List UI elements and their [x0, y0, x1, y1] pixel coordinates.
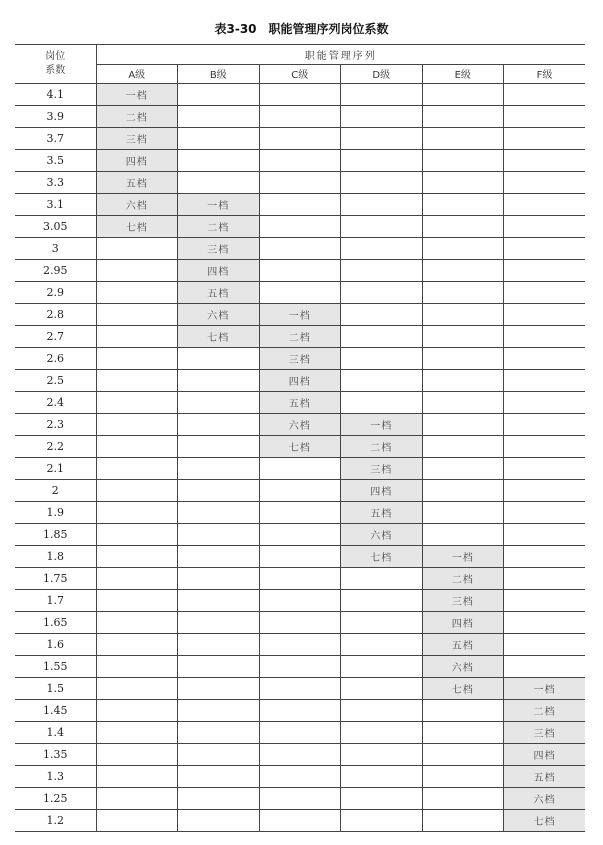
empty-cell: [341, 392, 423, 414]
empty-cell: [178, 678, 260, 700]
empty-cell: [259, 84, 341, 106]
empty-cell: [96, 568, 178, 590]
grade-cell: 四档: [504, 744, 586, 766]
level-header-e: E级: [422, 64, 504, 84]
empty-cell: [341, 722, 423, 744]
coefficient-cell: 1.2: [15, 810, 96, 832]
level-header-a: A级: [96, 64, 178, 84]
grade-cell: 一档: [178, 194, 260, 216]
empty-cell: [504, 612, 586, 634]
empty-cell: [504, 172, 586, 194]
coefficient-cell: 3.7: [15, 128, 96, 150]
grade-cell: 五档: [341, 502, 423, 524]
grade-cell: 五档: [504, 766, 586, 788]
empty-cell: [422, 150, 504, 172]
coefficient-cell: 1.6: [15, 634, 96, 656]
empty-cell: [259, 722, 341, 744]
coefficient-cell: 3.1: [15, 194, 96, 216]
table-row: [15, 238, 585, 260]
coefficient-cell: 1.3: [15, 766, 96, 788]
empty-cell: [422, 414, 504, 436]
empty-cell: [96, 282, 178, 304]
empty-cell: [341, 612, 423, 634]
empty-cell: [422, 744, 504, 766]
empty-cell: [504, 480, 586, 502]
empty-cell: [504, 150, 586, 172]
table-row: [15, 370, 585, 392]
empty-cell: [259, 678, 341, 700]
empty-cell: [96, 304, 178, 326]
table-row: [15, 524, 585, 546]
grade-cell: 七档: [341, 546, 423, 568]
grade-cell: 七档: [259, 436, 341, 458]
empty-cell: [259, 238, 341, 260]
empty-cell: [504, 392, 586, 414]
empty-cell: [504, 590, 586, 612]
empty-cell: [259, 524, 341, 546]
coefficient-cell: 1.8: [15, 546, 96, 568]
empty-cell: [96, 392, 178, 414]
empty-cell: [259, 546, 341, 568]
empty-cell: [96, 744, 178, 766]
empty-cell: [504, 128, 586, 150]
coefficient-cell: 3.5: [15, 150, 96, 172]
empty-cell: [504, 414, 586, 436]
empty-cell: [504, 326, 586, 348]
empty-cell: [96, 678, 178, 700]
empty-cell: [504, 634, 586, 656]
empty-cell: [178, 436, 260, 458]
empty-cell: [96, 524, 178, 546]
table-row: [15, 392, 585, 414]
empty-cell: [259, 480, 341, 502]
coefficient-cell: 3: [15, 238, 96, 260]
empty-cell: [341, 678, 423, 700]
grade-cell: 五档: [422, 634, 504, 656]
coefficient-cell: 2.4: [15, 392, 96, 414]
empty-cell: [96, 502, 178, 524]
grade-cell: 二档: [96, 106, 178, 128]
empty-cell: [259, 634, 341, 656]
empty-cell: [341, 656, 423, 678]
empty-cell: [422, 524, 504, 546]
empty-cell: [96, 326, 178, 348]
empty-cell: [178, 766, 260, 788]
coefficient-cell: 1.4: [15, 722, 96, 744]
header-row-2: [15, 64, 585, 84]
empty-cell: [504, 502, 586, 524]
empty-cell: [259, 172, 341, 194]
empty-cell: [341, 590, 423, 612]
empty-cell: [96, 238, 178, 260]
empty-cell: [504, 304, 586, 326]
empty-cell: [341, 788, 423, 810]
empty-cell: [504, 84, 586, 106]
empty-cell: [341, 304, 423, 326]
empty-cell: [504, 106, 586, 128]
empty-cell: [178, 634, 260, 656]
table-row: [15, 458, 585, 480]
empty-cell: [504, 458, 586, 480]
coefficient-table: [15, 44, 585, 832]
empty-cell: [504, 216, 586, 238]
grade-cell: 六档: [341, 524, 423, 546]
empty-cell: [422, 106, 504, 128]
empty-cell: [504, 282, 586, 304]
empty-cell: [422, 700, 504, 722]
empty-cell: [504, 370, 586, 392]
coefficient-cell: 1.5: [15, 678, 96, 700]
grade-cell: 一档: [504, 678, 586, 700]
empty-cell: [341, 128, 423, 150]
empty-cell: [341, 172, 423, 194]
empty-cell: [178, 568, 260, 590]
empty-cell: [341, 238, 423, 260]
coefficient-cell: 3.3: [15, 172, 96, 194]
empty-cell: [96, 722, 178, 744]
table-row: [15, 106, 585, 128]
empty-cell: [422, 326, 504, 348]
empty-cell: [178, 744, 260, 766]
table-row: [15, 414, 585, 436]
empty-cell: [259, 458, 341, 480]
empty-cell: [504, 656, 586, 678]
empty-cell: [341, 744, 423, 766]
coefficient-cell: 2.1: [15, 458, 96, 480]
grade-cell: 二档: [422, 568, 504, 590]
grade-cell: 六档: [504, 788, 586, 810]
empty-cell: [96, 436, 178, 458]
empty-cell: [178, 458, 260, 480]
grade-cell: 三档: [341, 458, 423, 480]
empty-cell: [341, 194, 423, 216]
grade-cell: 七档: [504, 810, 586, 832]
empty-cell: [341, 810, 423, 832]
empty-cell: [178, 172, 260, 194]
grade-cell: 一档: [259, 304, 341, 326]
empty-cell: [178, 128, 260, 150]
table-row: [15, 766, 585, 788]
empty-cell: [341, 106, 423, 128]
table-row: [15, 722, 585, 744]
table-row: [15, 612, 585, 634]
empty-cell: [96, 810, 178, 832]
grade-cell: 三档: [96, 128, 178, 150]
empty-cell: [259, 260, 341, 282]
empty-cell: [178, 788, 260, 810]
empty-cell: [96, 590, 178, 612]
empty-cell: [504, 546, 586, 568]
empty-cell: [259, 150, 341, 172]
empty-cell: [96, 766, 178, 788]
coefficient-cell: 1.9: [15, 502, 96, 524]
empty-cell: [259, 810, 341, 832]
coefficient-cell: 1.55: [15, 656, 96, 678]
table-row: [15, 634, 585, 656]
table-row: [15, 260, 585, 282]
grade-cell: 六档: [178, 304, 260, 326]
empty-cell: [96, 612, 178, 634]
empty-cell: [422, 502, 504, 524]
empty-cell: [178, 106, 260, 128]
coefficient-cell: 2.2: [15, 436, 96, 458]
empty-cell: [341, 700, 423, 722]
grade-cell: 二档: [178, 216, 260, 238]
empty-cell: [96, 458, 178, 480]
table-body: [15, 84, 585, 832]
table-row: [15, 84, 585, 106]
coefficient-cell: 2.7: [15, 326, 96, 348]
table-row: [15, 326, 585, 348]
empty-cell: [259, 194, 341, 216]
grade-cell: 三档: [422, 590, 504, 612]
table-row: [15, 304, 585, 326]
empty-cell: [178, 700, 260, 722]
coefficient-cell: 1.65: [15, 612, 96, 634]
table-row: [15, 282, 585, 304]
empty-cell: [178, 612, 260, 634]
empty-cell: [422, 128, 504, 150]
grade-cell: 一档: [96, 84, 178, 106]
grade-cell: 四档: [259, 370, 341, 392]
empty-cell: [341, 348, 423, 370]
empty-cell: [341, 634, 423, 656]
empty-cell: [96, 788, 178, 810]
table-row: [15, 150, 585, 172]
coefficient-cell: 3.05: [15, 216, 96, 238]
grade-cell: 二档: [504, 700, 586, 722]
empty-cell: [422, 194, 504, 216]
table-row: [15, 216, 585, 238]
empty-cell: [259, 766, 341, 788]
level-header-d: D级: [341, 64, 423, 84]
table-row: [15, 656, 585, 678]
empty-cell: [422, 238, 504, 260]
table-row: [15, 480, 585, 502]
level-header-b: B级: [178, 64, 260, 84]
header-row-1: [15, 45, 585, 65]
coefficient-cell: 1.25: [15, 788, 96, 810]
corner-label-line2: 系数: [45, 65, 66, 76]
table-row: [15, 172, 585, 194]
empty-cell: [341, 260, 423, 282]
empty-cell: [341, 84, 423, 106]
coefficient-cell: 1.7: [15, 590, 96, 612]
table-row: [15, 568, 585, 590]
empty-cell: [178, 84, 260, 106]
empty-cell: [341, 326, 423, 348]
empty-cell: [96, 480, 178, 502]
empty-cell: [504, 524, 586, 546]
table-row: [15, 678, 585, 700]
grade-cell: 一档: [422, 546, 504, 568]
grade-cell: 五档: [178, 282, 260, 304]
coefficient-cell: 2.9: [15, 282, 96, 304]
empty-cell: [259, 744, 341, 766]
grade-cell: 五档: [96, 172, 178, 194]
empty-cell: [96, 260, 178, 282]
empty-cell: [259, 216, 341, 238]
table-row: [15, 348, 585, 370]
level-header-c: C级: [259, 64, 341, 84]
table-row: [15, 590, 585, 612]
empty-cell: [341, 370, 423, 392]
grade-cell: 三档: [259, 348, 341, 370]
empty-cell: [504, 348, 586, 370]
empty-cell: [178, 590, 260, 612]
grade-cell: 六档: [96, 194, 178, 216]
sequence-header: 职能管理序列: [96, 45, 585, 65]
empty-cell: [178, 480, 260, 502]
coefficient-cell: 2.8: [15, 304, 96, 326]
empty-cell: [259, 700, 341, 722]
grade-cell: 六档: [422, 656, 504, 678]
empty-cell: [422, 216, 504, 238]
table-row: [15, 810, 585, 832]
grade-cell: 七档: [96, 216, 178, 238]
table-row: [15, 700, 585, 722]
empty-cell: [96, 414, 178, 436]
empty-cell: [178, 348, 260, 370]
grade-cell: 三档: [178, 238, 260, 260]
empty-cell: [259, 568, 341, 590]
empty-cell: [96, 370, 178, 392]
coefficient-cell: 3.9: [15, 106, 96, 128]
coefficient-cell: 2.5: [15, 370, 96, 392]
empty-cell: [422, 480, 504, 502]
empty-cell: [504, 194, 586, 216]
empty-cell: [422, 84, 504, 106]
table-row: [15, 546, 585, 568]
coefficient-cell: 2.6: [15, 348, 96, 370]
empty-cell: [178, 150, 260, 172]
empty-cell: [178, 414, 260, 436]
empty-cell: [422, 172, 504, 194]
empty-cell: [422, 810, 504, 832]
grade-cell: 四档: [96, 150, 178, 172]
empty-cell: [504, 238, 586, 260]
empty-cell: [259, 106, 341, 128]
table-header: [15, 45, 585, 84]
empty-cell: [178, 810, 260, 832]
grade-cell: 五档: [259, 392, 341, 414]
empty-cell: [178, 502, 260, 524]
grade-cell: 七档: [178, 326, 260, 348]
grade-cell: 四档: [178, 260, 260, 282]
empty-cell: [422, 436, 504, 458]
coefficient-cell: 4.1: [15, 84, 96, 106]
coefficient-cell: 1.85: [15, 524, 96, 546]
grade-cell: 二档: [341, 436, 423, 458]
empty-cell: [422, 766, 504, 788]
empty-cell: [422, 304, 504, 326]
empty-cell: [96, 634, 178, 656]
empty-cell: [178, 656, 260, 678]
empty-cell: [422, 260, 504, 282]
empty-cell: [422, 458, 504, 480]
empty-cell: [178, 392, 260, 414]
empty-cell: [341, 568, 423, 590]
coefficient-cell: 2: [15, 480, 96, 502]
empty-cell: [178, 370, 260, 392]
empty-cell: [259, 612, 341, 634]
empty-cell: [341, 766, 423, 788]
coefficient-cell: 2.95: [15, 260, 96, 282]
empty-cell: [422, 348, 504, 370]
empty-cell: [259, 788, 341, 810]
empty-cell: [96, 656, 178, 678]
coefficient-cell: 2.3: [15, 414, 96, 436]
grade-cell: 三档: [504, 722, 586, 744]
corner-label-line1: 岗位: [45, 51, 66, 62]
empty-cell: [96, 348, 178, 370]
table-row: [15, 502, 585, 524]
grade-cell: 七档: [422, 678, 504, 700]
empty-cell: [178, 524, 260, 546]
empty-cell: [422, 392, 504, 414]
empty-cell: [96, 700, 178, 722]
empty-cell: [178, 546, 260, 568]
coefficient-cell: 1.45: [15, 700, 96, 722]
grade-cell: 六档: [259, 414, 341, 436]
empty-cell: [178, 722, 260, 744]
grade-cell: 四档: [422, 612, 504, 634]
table-row: [15, 788, 585, 810]
empty-cell: [259, 128, 341, 150]
empty-cell: [504, 436, 586, 458]
grade-cell: 一档: [341, 414, 423, 436]
empty-cell: [504, 568, 586, 590]
table-title: 表3-30 职能管理序列岗位系数: [214, 22, 389, 36]
level-header-f: F级: [504, 64, 586, 84]
empty-cell: [259, 282, 341, 304]
coefficient-cell: 1.35: [15, 744, 96, 766]
empty-cell: [259, 656, 341, 678]
grade-cell: 四档: [341, 480, 423, 502]
coefficient-cell: 1.75: [15, 568, 96, 590]
empty-cell: [259, 590, 341, 612]
grade-cell: 二档: [259, 326, 341, 348]
empty-cell: [422, 370, 504, 392]
empty-cell: [422, 722, 504, 744]
empty-cell: [341, 150, 423, 172]
table-row: [15, 194, 585, 216]
table-row: [15, 744, 585, 766]
empty-cell: [341, 282, 423, 304]
empty-cell: [341, 216, 423, 238]
table-row: [15, 436, 585, 458]
empty-cell: [96, 546, 178, 568]
empty-cell: [422, 788, 504, 810]
empty-cell: [259, 502, 341, 524]
corner-header: [15, 45, 96, 84]
empty-cell: [422, 282, 504, 304]
table-row: [15, 128, 585, 150]
empty-cell: [504, 260, 586, 282]
